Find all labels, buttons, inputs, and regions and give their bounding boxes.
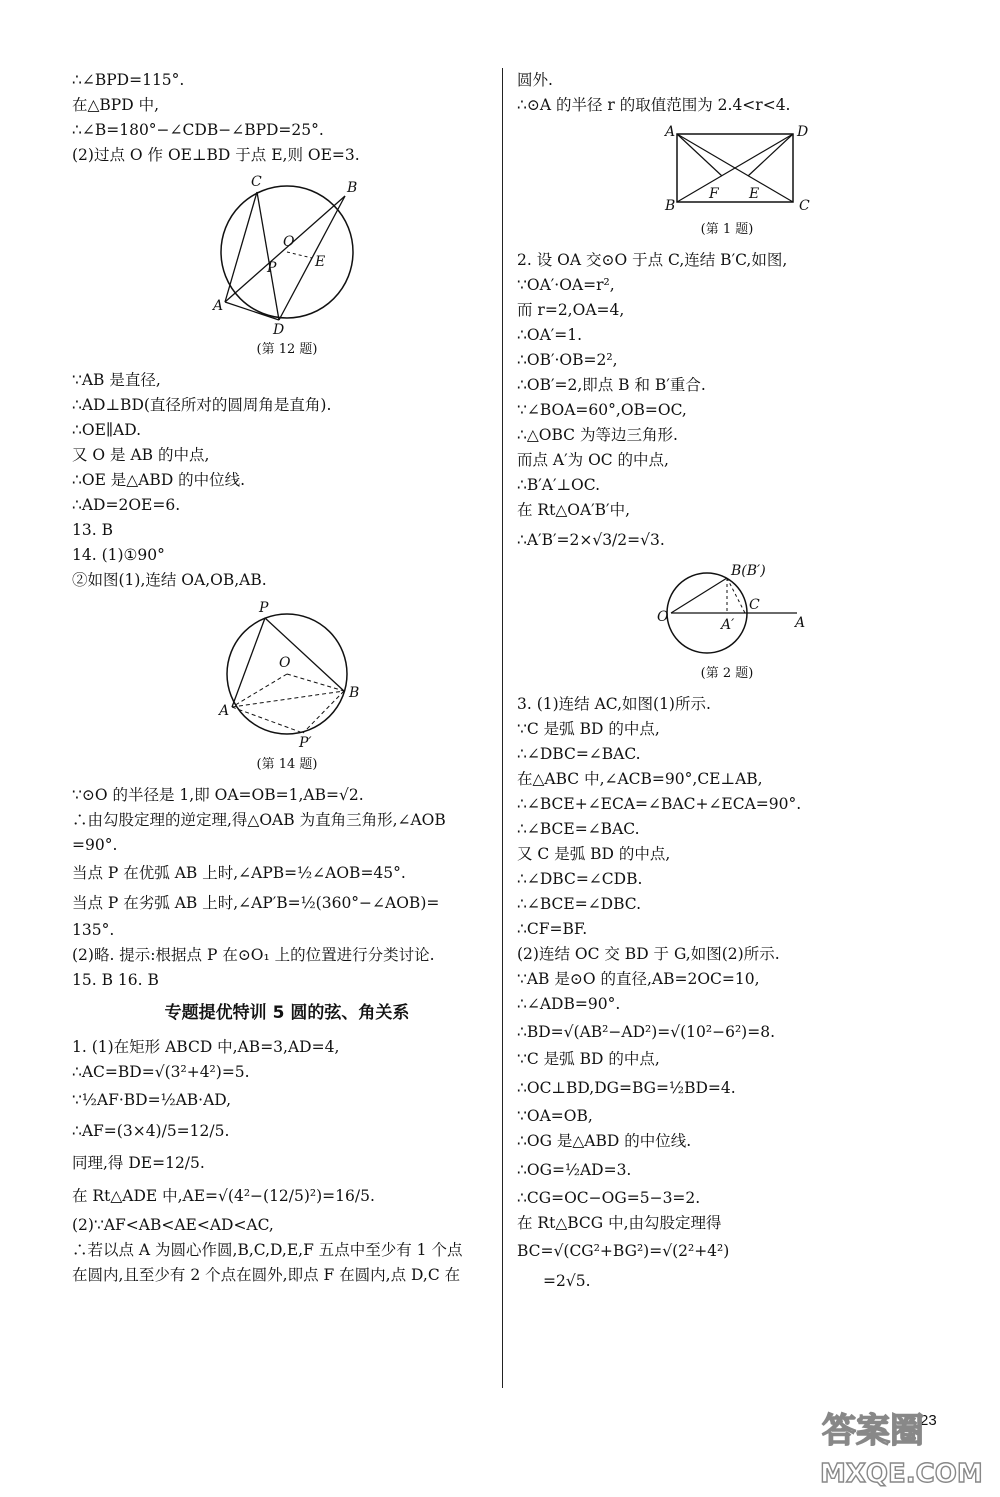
text-line: (2)连结 OC 交 BD 于 G,如图(2)所示. bbox=[517, 945, 780, 963]
text-line: 在△BPD 中, bbox=[72, 96, 160, 114]
text-line: 在 Rt△OA′B′中, bbox=[517, 501, 631, 519]
text-line: ∴∠BPD=115°. bbox=[72, 71, 185, 89]
text-line: ∴BD=√(AB²−AD²)=√(10²−6²)=8. bbox=[517, 1023, 775, 1041]
text-line: ∵C 是弧 BD 的中点, bbox=[517, 1050, 660, 1068]
label-b: B bbox=[349, 685, 360, 701]
figure-caption: (第 1 题) bbox=[700, 222, 754, 237]
label-a: A bbox=[665, 124, 676, 140]
text-line: =90°. bbox=[72, 836, 118, 854]
figure-caption: (第 2 题) bbox=[700, 666, 754, 681]
text-line: 而点 A′为 OC 的中点, bbox=[517, 451, 669, 469]
text-line: ∵∠BOA=60°,OB=OC, bbox=[517, 401, 687, 419]
text-line: ∴∠ADB=90°. bbox=[517, 995, 621, 1013]
text-line: 15. B 16. B bbox=[72, 971, 159, 989]
text-line: ∴OB′=2,即点 B 和 B′重合. bbox=[517, 376, 706, 394]
text-line: ∵OA=OB, bbox=[517, 1107, 593, 1125]
text-line: 又 C 是弧 BD 的中点, bbox=[517, 845, 671, 863]
text-line: ∴若以点 A 为圆心作圆,B,C,D,E,F 五点中至少有 1 个点 bbox=[72, 1241, 463, 1259]
label-e: E bbox=[315, 254, 326, 270]
text-line: ∴CG=OC−OG=5−3=2. bbox=[517, 1189, 701, 1207]
text-line: ∴AF=(3×4)/5=12/5. bbox=[72, 1122, 230, 1140]
figure-12 bbox=[72, 174, 502, 338]
right-column bbox=[517, 68, 937, 1296]
text-line: ∴AC=BD=√(3²+4²)=5. bbox=[72, 1063, 250, 1081]
text-line: 又 O 是 AB 的中点, bbox=[72, 446, 210, 464]
text-line: ∵½AF·BD=½AB·AD, bbox=[72, 1091, 232, 1109]
watermark-logo bbox=[812, 1400, 987, 1490]
text-line: ∵AB 是⊙O 的直径,AB=2OC=10, bbox=[517, 970, 760, 988]
label-d: D bbox=[797, 124, 809, 140]
text-line: =2√5. bbox=[543, 1272, 591, 1290]
text-line: ∵⊙O 的半径是 1,即 OA=OB=1,AB=√2. bbox=[72, 786, 364, 804]
text-line: ∴∠DBC=∠BAC. bbox=[517, 745, 641, 763]
text-line: 在圆内,且至少有 2 个点在圆外,即点 F 在圆内,点 D,C 在 bbox=[72, 1266, 461, 1284]
label-e: E bbox=[749, 186, 760, 202]
label-o: O bbox=[279, 655, 291, 671]
label-o: O bbox=[657, 609, 669, 625]
text-line: 在 Rt△ADE 中,AE=√(4²−(12/5)²)=16/5. bbox=[72, 1187, 375, 1205]
text-line: 而 r=2,OA=4, bbox=[517, 301, 625, 319]
page-number: 23 bbox=[920, 1412, 937, 1429]
label-b: B bbox=[665, 198, 676, 214]
watermark-text: 答案圈 bbox=[822, 1411, 924, 1451]
text-line: ∴AD=2OE=6. bbox=[72, 496, 181, 514]
text-line: ∴∠BCE=∠BAC. bbox=[517, 820, 640, 838]
text-line: (2)∵AF<AB<AE<AD<AC, bbox=[72, 1216, 274, 1234]
text-line: ∴∠BCE+∠ECA=∠BAC+∠ECA=90°. bbox=[517, 795, 802, 813]
text-line: 在△ABC 中,∠ACB=90°,CE⊥AB, bbox=[517, 770, 763, 788]
text-line: ∴∠BCE=∠DBC. bbox=[517, 895, 642, 913]
label-p: P bbox=[259, 600, 269, 616]
left-column bbox=[72, 68, 502, 1288]
text-line: ∴OE∥AD. bbox=[72, 421, 142, 439]
text-line: ∴∠B=180°−∠CDB−∠BPD=25°. bbox=[72, 121, 324, 139]
label-a-prime: A′ bbox=[721, 617, 735, 633]
text-line: ∴OE 是△ABD 的中位线. bbox=[72, 471, 246, 489]
text-line: (2)过点 O 作 OE⊥BD 于点 E,则 OE=3. bbox=[72, 146, 360, 164]
label-f: F bbox=[709, 186, 719, 202]
text-line: ∴∠DBC=∠CDB. bbox=[517, 870, 643, 888]
figure-14 bbox=[72, 599, 502, 753]
label-o: O bbox=[283, 234, 295, 250]
text-line: 3. (1)连结 AC,如图(1)所示. bbox=[517, 695, 711, 713]
text-line: ②如图(1),连结 OA,OB,AB. bbox=[72, 571, 267, 589]
text-line: 当点 P 在劣弧 AB 上时,∠AP′B=½(360°−∠AOB)= bbox=[72, 894, 440, 912]
figure-1 bbox=[517, 124, 937, 218]
watermark-url: MXQE.COM bbox=[820, 1459, 983, 1489]
figure-caption: (第 14 题) bbox=[256, 757, 318, 772]
text-line: ∴△OBC 为等边三角形. bbox=[517, 426, 678, 444]
text-line: 135°. bbox=[72, 921, 115, 939]
text-line: 同理,得 DE=12/5. bbox=[72, 1154, 205, 1172]
text-line: ∴OA′=1. bbox=[517, 326, 583, 344]
label-b-bprime: B(B′) bbox=[731, 563, 766, 579]
text-line: 14. (1)①90° bbox=[72, 546, 165, 564]
text-line: ∴⊙A 的半径 r 的取值范围为 2.4<r<4. bbox=[517, 96, 791, 114]
text-line: 当点 P 在优弧 AB 上时,∠APB=½∠AOB=45°. bbox=[72, 864, 406, 882]
label-p-prime: P′ bbox=[299, 735, 312, 749]
text-line: ∴OG=½AD=3. bbox=[517, 1161, 632, 1179]
text-line: ∵AB 是直径, bbox=[72, 371, 161, 389]
label-p: P bbox=[267, 260, 277, 276]
label-a: A bbox=[219, 703, 230, 719]
text-line: 2. 设 OA 交⊙O 于点 C,连结 B′C,如图, bbox=[517, 251, 788, 269]
label-b: B bbox=[347, 180, 358, 196]
text-line: ∴B′A′⊥OC. bbox=[517, 476, 601, 494]
column-divider bbox=[502, 68, 503, 1388]
text-line: (2)略. 提示:根据点 P 在⊙O₁ 上的位置进行分类讨论. bbox=[72, 946, 435, 964]
text-line: ∴CF=BF. bbox=[517, 920, 588, 938]
text-line: 圆外. bbox=[517, 71, 553, 89]
text-line: ∴OC⊥BD,DG=BG=½BD=4. bbox=[517, 1079, 736, 1097]
section-title: 专题提优特训 5 圆的弦、角关系 bbox=[164, 1003, 410, 1023]
figure-caption: (第 12 题) bbox=[256, 342, 318, 357]
text-line: ∵OA′·OA=r², bbox=[517, 276, 615, 294]
label-a: A bbox=[795, 615, 806, 631]
text-line: 13. B bbox=[72, 521, 113, 539]
label-c: C bbox=[251, 174, 262, 190]
label-d: D bbox=[273, 322, 285, 334]
text-line: ∴OG 是△ABD 的中位线. bbox=[517, 1132, 692, 1150]
text-line: ∴OB′·OB=2², bbox=[517, 351, 618, 369]
text-line: 在 Rt△BCG 中,由勾股定理得 bbox=[517, 1214, 722, 1232]
text-line: ∵C 是弧 BD 的中点, bbox=[517, 720, 660, 738]
text-line: BC=√(CG²+BG²)=√(2²+4²) bbox=[517, 1242, 730, 1260]
text-line: 1. (1)在矩形 ABCD 中,AB=3,AD=4, bbox=[72, 1038, 340, 1056]
label-c: C bbox=[799, 198, 810, 214]
label-a: A bbox=[213, 298, 224, 314]
figure-2 bbox=[517, 563, 937, 662]
text-line: ∴由勾股定理的逆定理,得△OAB 为直角三角形,∠AOB bbox=[72, 811, 446, 829]
label-c: C bbox=[749, 597, 760, 613]
text-line: ∴A′B′=2×√3/2=√3. bbox=[517, 531, 665, 549]
text-line: ∴AD⊥BD(直径所对的圆周角是直角). bbox=[72, 396, 332, 414]
